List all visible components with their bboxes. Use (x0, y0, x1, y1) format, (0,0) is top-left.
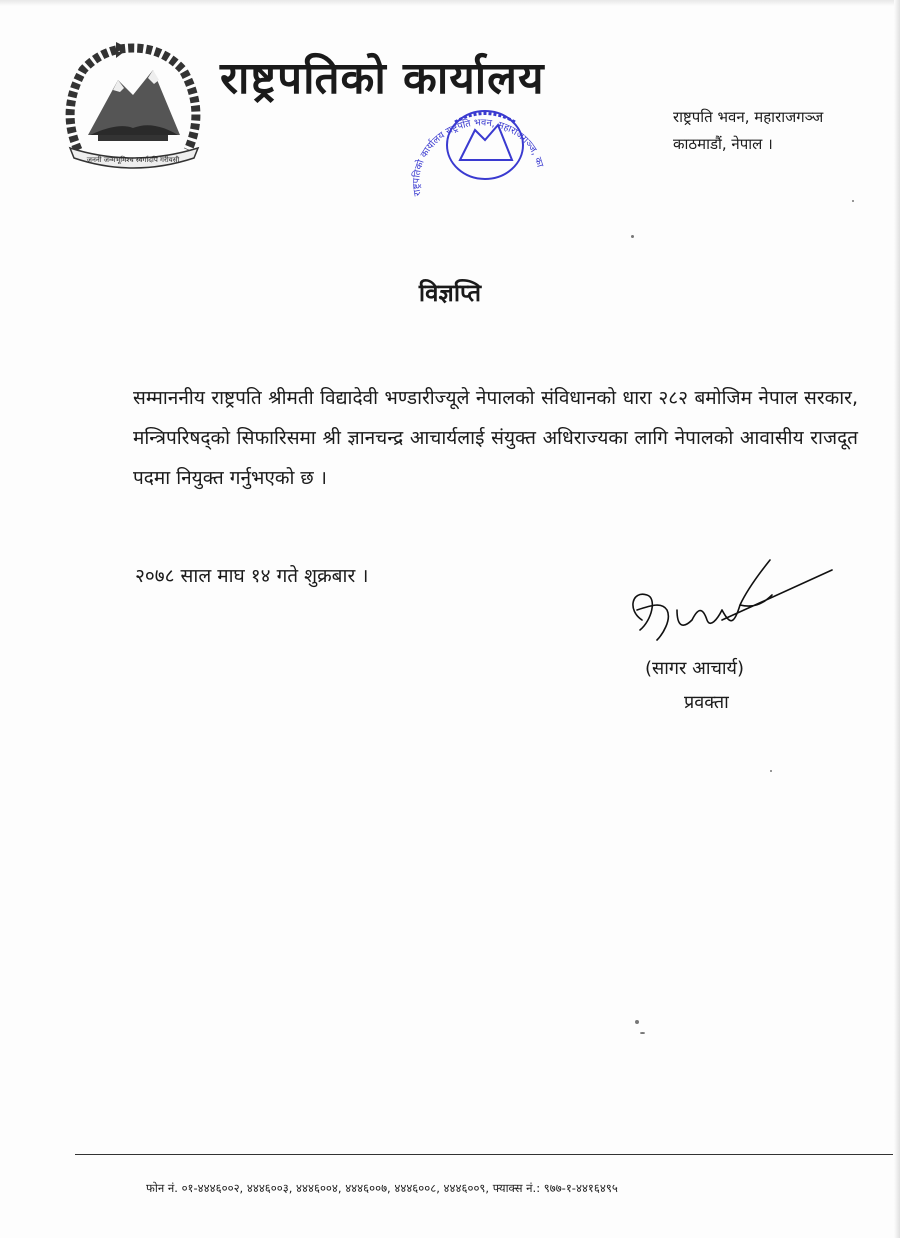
stamp-text (410, 100, 546, 202)
scan-speck (770, 770, 772, 772)
scan-speck (852, 200, 854, 202)
address-line: काठमाडौं, नेपाल । (673, 135, 773, 153)
scan-speck (635, 1020, 639, 1024)
notice-body: सम्माननीय राष्ट्रपति श्रीमती विद्यादेवी भण्डारीज्यूले नेपालको संविधानको धारा २८२ बमोजिम नेपाल सरकार, मन्त्रिपरिषद्को सिफारिसमा श्री ज्ञानचन्द्र आचार्यलाई संयुक्त अधिराज्यका लागि नेपालको आवासीय राजदूत पदमा नियुक्त गर्नुभएको छ । (133, 387, 858, 489)
emblem-motto: जननी जन्मभूमिश्च स्वर्गादपि गरीयसी (86, 156, 180, 164)
footer-divider (75, 1154, 893, 1155)
scan-edge (894, 0, 900, 1238)
stamp-text-path: राष्ट्रपतिको कार्यालय राष्ट्रपति भवन, महाराजगञ्ज, काठमाडौं (411, 117, 546, 197)
notice-date: २०७८ साल माघ १४ गते शुक्रबार । (135, 565, 369, 587)
scan-speck (631, 235, 634, 238)
address-line: राष्ट्रपति भवन, महाराजगञ्ज (673, 108, 824, 126)
office-address (673, 104, 823, 158)
office-stamp-icon (410, 100, 560, 230)
office-title: राष्ट्रपतिको कार्यालय (220, 53, 545, 104)
notice-heading: विज्ञप्ति (418, 279, 482, 307)
footer-contact: फोन नं. ०१-४४४६००२, ४४४६००३, ४४४६००४, ४४४६००७, ४४४६००८, ४४४६००९, फ्याक्स नं.: ९७७-१-४४१६४९५ (146, 1181, 618, 1195)
signatory-title: प्रवक्ता (684, 692, 729, 713)
handwritten-signature (622, 550, 842, 660)
signatory-name: (सागर आचार्य) (645, 658, 745, 679)
national-emblem-icon (58, 40, 208, 170)
scan-edge (0, 0, 900, 6)
scan-speck (640, 1032, 645, 1034)
